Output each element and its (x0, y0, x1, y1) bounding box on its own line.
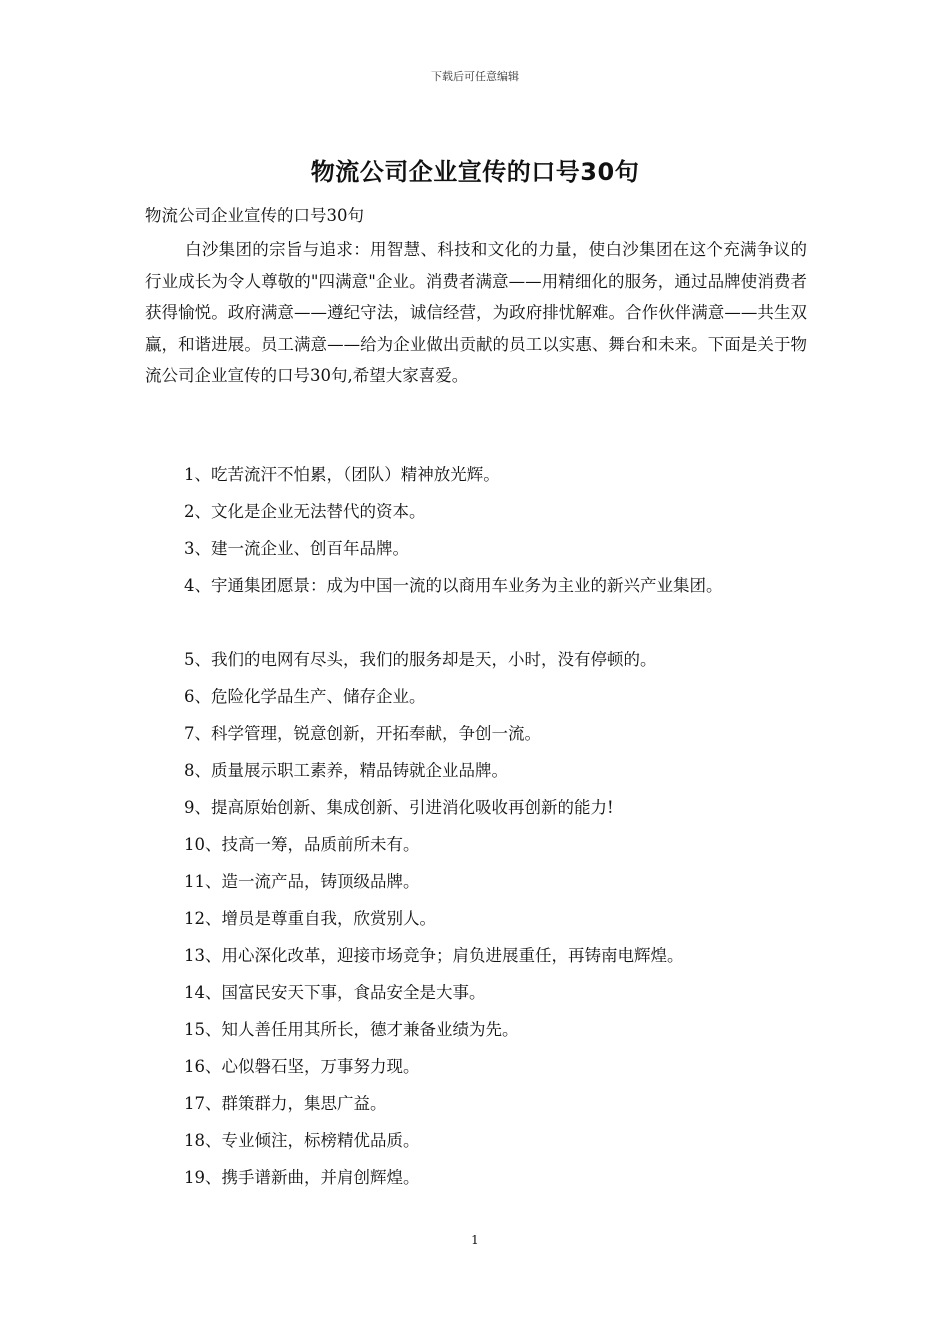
slogan-item: 13、用心深化改革，迎接市场竞争；肩负进展重任，再铸南电辉煌。 (184, 946, 684, 965)
slogan-item: 6、危险化学品生产、储存企业。 (184, 687, 426, 706)
slogan-item: 17、群策群力，集思广益。 (184, 1094, 387, 1113)
slogan-item: 18、专业倾注，标榜精优品质。 (184, 1131, 420, 1150)
slogan-item: 12、增员是尊重自我，欣赏别人。 (184, 909, 436, 928)
slogan-item: 4、宇通集团愿景：成为中国一流的以商用车业务为主业的新兴产业集团。 (184, 576, 723, 595)
slogan-item: 9、提高原始创新、集成创新、引进消化吸收再创新的能力! (184, 798, 614, 817)
slogan-item: 19、携手谱新曲，并肩创辉煌。 (184, 1168, 420, 1187)
slogan-item: 16、心似磐石坚，万事努力现。 (184, 1057, 420, 1076)
document-subtitle: 物流公司企业宣传的口号30句 (145, 206, 364, 225)
slogan-item: 10、技高一筹，品质前所未有。 (184, 835, 420, 854)
slogan-item: 2、文化是企业无法替代的资本。 (184, 502, 426, 521)
document-title: 物流公司企业宣传的口号30句 (310, 158, 640, 186)
slogan-item: 8、质量展示职工素养，精品铸就企业品牌。 (184, 761, 508, 780)
slogan-item: 11、造一流产品，铸顶级品牌。 (184, 872, 420, 891)
intro-paragraph: 白沙集团的宗旨与追求：用智慧、科技和文化的力量，使白沙集团在这个充满争议的行业成长为令人尊敬的"四满意"企业。消费者满意——用精细化的服务，通过品牌使消费者获得愉悦。政府满意——遵纪守法，诚信经营，为政府排忧解难。合作伙伴满意——共生双赢，和谐进展。员工满意——给为企业做出贡献的员工以实惠、舞台和未来。下面是关于物流公司企业宣传的口号30句,希望大家喜爱。 (145, 240, 807, 385)
page-header-note: 下载后可任意编辑 (431, 70, 519, 83)
page-number: 1 (471, 1233, 479, 1247)
slogan-item: 3、建一流企业、创百年品牌。 (184, 539, 409, 558)
slogan-item: 14、国富民安天下事，食品安全是大事。 (184, 983, 486, 1002)
slogan-item: 5、我们的电网有尽头，我们的服务却是天，小时，没有停顿的。 (184, 650, 657, 669)
slogan-item: 15、知人善任用其所长，德才兼备业绩为先。 (184, 1020, 519, 1039)
slogan-list (184, 456, 824, 1196)
slogan-item: 7、科学管理，锐意创新，开拓奉献，争创一流。 (184, 724, 541, 743)
slogan-item: 1、吃苦流汗不怕累，（团队）精神放光辉。 (184, 465, 500, 484)
